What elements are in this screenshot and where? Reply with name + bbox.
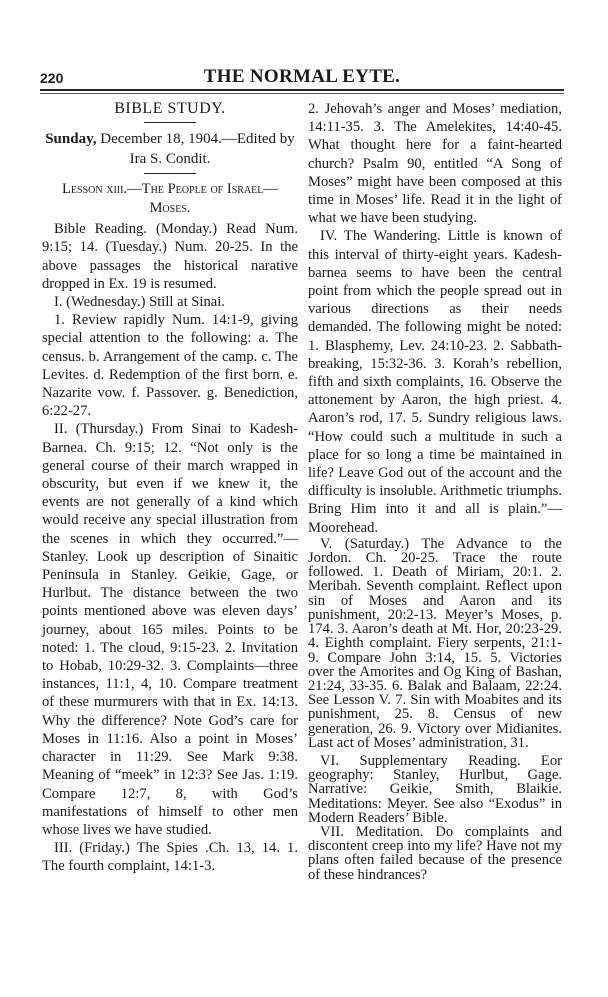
paragraph-supplementary: VI. Supplementary Reading. Eor geography: Stanley, Hurlbut, Gage. Narrative: Geikie, Smith, Blaikie. Meditations: Meyer. See also “Exodus” in Modern Readers’ Bible. bbox=[308, 752, 562, 826]
dateline-text: December 18, 1904.—Edited by Ira S. Condit. bbox=[100, 131, 295, 168]
paragraph-friday-start: III. (Friday.) The Spies .Ch. 13, 14. 1. The fourth complaint, 14:1-3. bbox=[42, 840, 298, 875]
right-column bbox=[308, 100, 562, 882]
dateline-day: Sunday, bbox=[45, 131, 97, 148]
header-rule bbox=[40, 89, 564, 91]
paragraph-wandering: IV. The Wandering. Little is known of this interval of thirty-eight years. Kadesh-barnea seems to have been the central point from which the people spread out in various directions as their needs demanded. The following might be noted: 1. Blasphemy, Lev. 24:10-23. 2. Sabbath-breaking, 15:32-36. 3. Korah’s rebellion, fifth and sixth complaints, 16. Observe the attonement by Aaron, the high priest. 4. Aaron’s rod, 17. 5. Sundry religious laws. “How could such a multitude in such a place for so long a time be maintained in life? Leave God out of the account and the difficulty is insoluble. Arithmetic triumphs. Bring Him into it and all is plain.”—Moorehead. bbox=[308, 228, 562, 536]
paragraph-wednesday: I. (Wednesday.) Still at Sinai. bbox=[54, 294, 225, 311]
header-rule-thin bbox=[40, 93, 564, 94]
tight-block bbox=[308, 537, 562, 882]
dateline bbox=[42, 129, 298, 169]
paragraph-thursday: II. (Thursday.) From Sinai to Kadesh-Barnea. Ch. 9:15; 12. “Not only is the general course of their march wrapped in obscurity, but even if we knew it, the events are not generally of a kind which would receive any special illustration from the scenes in which they occurred.”—Stanley. Look up description of Sinaitic Peninsula in Stanley. Geikie, Gage, or Hurlbut. The distance between the two points mentioned above was eleven days’ journey, about 165 miles. Points to be noted: 1. The cloud, 9:15-23. 2. Invitation to Hobab, 10:29-32. 3. Complaints—three instances, 11:1, 4, 10. Compare treatment of these murmurers with that in Ex. 14:13. Why the difference? Note God’s care for Moses in 11:16. Also a point in Moses’ character in 11:29. See Mark 9:38. Meaning of “meek” in 12:3? See Jas. 1:19. Compare 12:7, 8, with God’s manifestations of himself to other men whose lives we have studied. bbox=[42, 421, 298, 838]
dateline-rule bbox=[144, 173, 196, 174]
paragraph-saturday: V. (Saturday.) The Advance to the Jordon. Ch. 20-25. Trace the route followed. 1. Death of Miriam, 20:1. 2. Meribah. Seventh complaint. Reflect upon sin of Moses and Aaron and its punishment, 20:2-13. Meyer’s Moses, p. 174. 3. Aaron’s death at Mt. Hor, 20:23-29. 4. Eighth complaint. Fiery serpents, 21:1-9. Compare John 3:14, 15. 5. Victories over the Amorites and Og King of Bashan, 21:24, 33-35. 6. Balak and Balaam, 22:24. See Lesson V. 7. Sin with Moabites and its punishment, 25. 8. Census of new generation, 26. 9. Victory over Midianites. Last act of Moses’ administration, 31. bbox=[308, 535, 562, 751]
paragraph-bible-reading: Bible Reading. (Monday.) Read Num. 9:15; 14. (Tuesday.) Num. 20-25. In the above passages the historical narative dropped in Ex. 19 is resumed. bbox=[42, 221, 298, 292]
page-number: 220 bbox=[40, 70, 64, 86]
paragraph-review: 1. Review rapidly Num. 14:1-9, giving special attention to the following: a. The census. b. Arrangement of the camp. c. The Levites. d. Redemption of the first born. e. Nazarite vow. f. Passover. g. Benediction, 6:22-27. bbox=[42, 312, 298, 420]
section-title: BIBLE STUDY. bbox=[114, 100, 226, 117]
paragraph-friday-cont: 2. Jehovah’s anger and Moses’ mediation, 14:11-35. 3. The Amelekites, 14:40-45. What thought here for a faint-hearted church? Psalm 90, entitled “A Song of Moses” might have been composed at this time in Moses’ life. Read it in the light of what we have been studying. bbox=[308, 101, 562, 227]
paragraph-meditation: VII. Meditation. Do complaints and discontent creep into my life? Have not my plans often failed because of the presence of these hindrances? bbox=[308, 823, 562, 883]
title-rule bbox=[144, 122, 196, 123]
running-head bbox=[40, 66, 564, 90]
lesson-heading: Lesson xiii.—The People of Israel—Moses. bbox=[61, 181, 278, 217]
journal-title: THE NORMAL EYTE. bbox=[203, 66, 401, 87]
left-column bbox=[42, 98, 298, 876]
